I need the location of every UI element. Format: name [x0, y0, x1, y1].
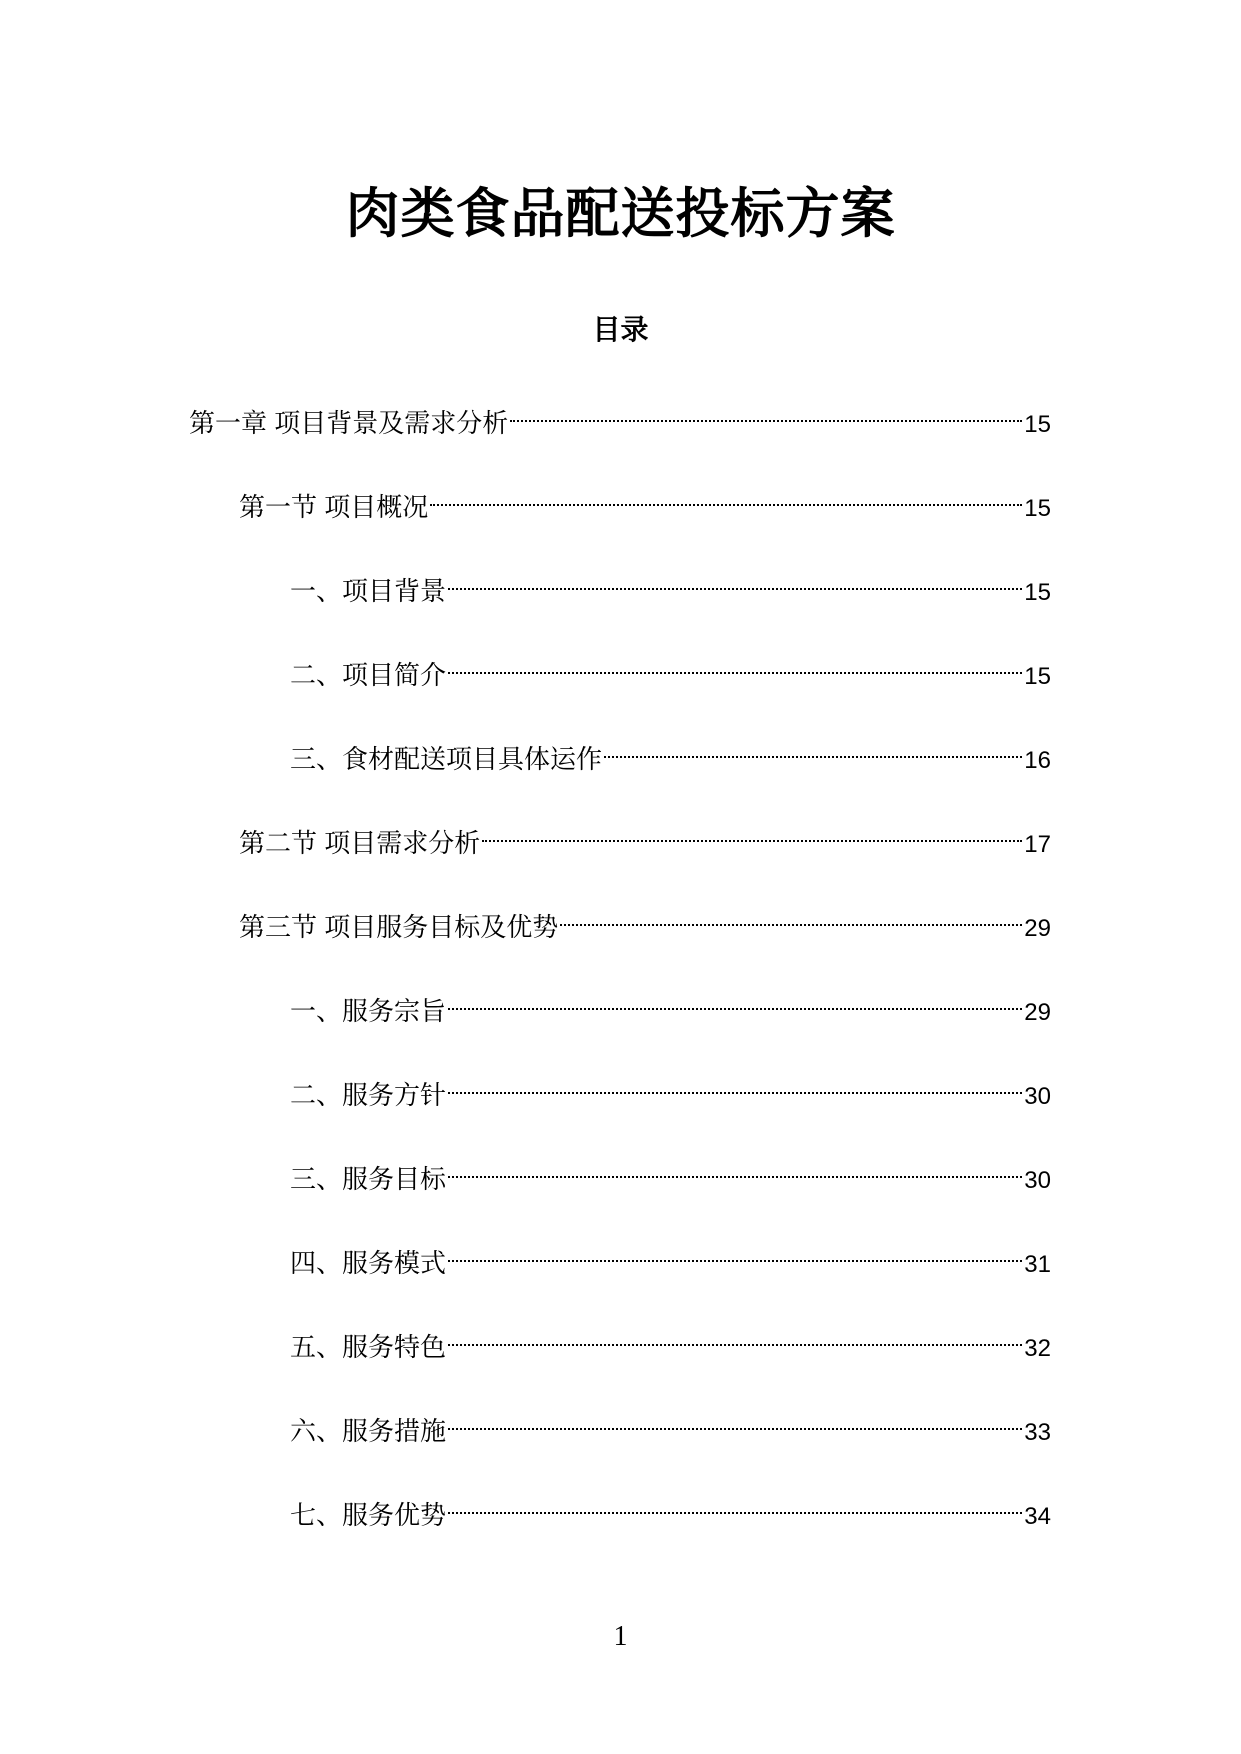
toc-entry-text: 三、食材配送项目具体运作 [290, 744, 603, 774]
toc-dot-leader [560, 896, 1022, 936]
toc-dot-leader [430, 476, 1022, 516]
toc-entry-page: 15 [1024, 411, 1051, 438]
toc-dot-leader [604, 728, 1022, 768]
toc-entry[interactable] [290, 1232, 1051, 1278]
toc-entry-page: 29 [1024, 915, 1051, 942]
toc-dot-leader [448, 980, 1022, 1020]
toc-entry[interactable] [290, 1400, 1051, 1446]
toc-entry-page: 15 [1024, 495, 1051, 522]
toc-entry-page: 16 [1024, 747, 1051, 774]
toc-entry-page: 15 [1024, 663, 1051, 690]
toc-dot-leader [448, 1316, 1022, 1356]
toc-entry[interactable] [290, 1316, 1051, 1362]
toc-dot-leader [448, 1484, 1022, 1524]
toc-entry[interactable] [189, 392, 1051, 438]
toc-entry[interactable] [290, 980, 1051, 1026]
toc-heading: 目录 [592, 314, 649, 345]
toc-entry-page: 17 [1024, 831, 1051, 858]
toc-entry-text: 五、服务特色 [290, 1332, 447, 1362]
toc-entry[interactable] [239, 812, 1051, 858]
toc-entry-page: 29 [1024, 999, 1051, 1026]
toc-entry-text: 第一章 项目背景及需求分析 [189, 408, 509, 438]
toc-entry-text: 第一节 项目概况 [239, 492, 429, 522]
toc-entry-text: 二、项目简介 [290, 660, 447, 690]
toc-entry[interactable] [239, 896, 1051, 942]
toc-entry[interactable] [290, 1148, 1051, 1194]
toc-entry[interactable] [239, 476, 1051, 522]
toc-entry-text: 四、服务模式 [290, 1248, 447, 1278]
toc-entry-text: 第二节 项目需求分析 [239, 828, 481, 858]
toc-entry-text: 一、项目背景 [290, 576, 447, 606]
toc-dot-leader [448, 560, 1022, 600]
page-number: 1 [613, 1621, 628, 1652]
toc-dot-leader [448, 1232, 1022, 1272]
toc-entry-page: 31 [1024, 1251, 1051, 1278]
toc-dot-leader [448, 1400, 1022, 1440]
toc-entry-page: 32 [1024, 1335, 1051, 1362]
toc-entry[interactable] [290, 728, 1051, 774]
toc-dot-leader [448, 644, 1022, 684]
toc-entry-text: 二、服务方针 [290, 1080, 447, 1110]
toc-entry[interactable] [290, 1484, 1051, 1530]
toc-dot-leader [448, 1064, 1022, 1104]
toc-entry-page: 15 [1024, 579, 1051, 606]
toc-entry-page: 30 [1024, 1083, 1051, 1110]
toc-dot-leader [448, 1148, 1022, 1188]
toc-entry-text: 一、服务宗旨 [290, 996, 447, 1026]
toc-dot-leader [510, 392, 1022, 432]
toc-entry-text: 六、服务措施 [290, 1416, 447, 1446]
toc-entry-text: 七、服务优势 [290, 1500, 447, 1530]
toc-entry-page: 34 [1024, 1503, 1051, 1530]
toc-entry-page: 33 [1024, 1419, 1051, 1446]
toc-dot-leader [482, 812, 1022, 852]
toc-entry-text: 第三节 项目服务目标及优势 [239, 912, 559, 942]
toc-entry-page: 30 [1024, 1167, 1051, 1194]
toc-entry[interactable] [290, 644, 1051, 690]
toc-entry[interactable] [290, 1064, 1051, 1110]
toc-entry-text: 三、服务目标 [290, 1164, 447, 1194]
toc-entry[interactable] [290, 560, 1051, 606]
document-title: 肉类食品配送投标方案 [345, 184, 896, 244]
